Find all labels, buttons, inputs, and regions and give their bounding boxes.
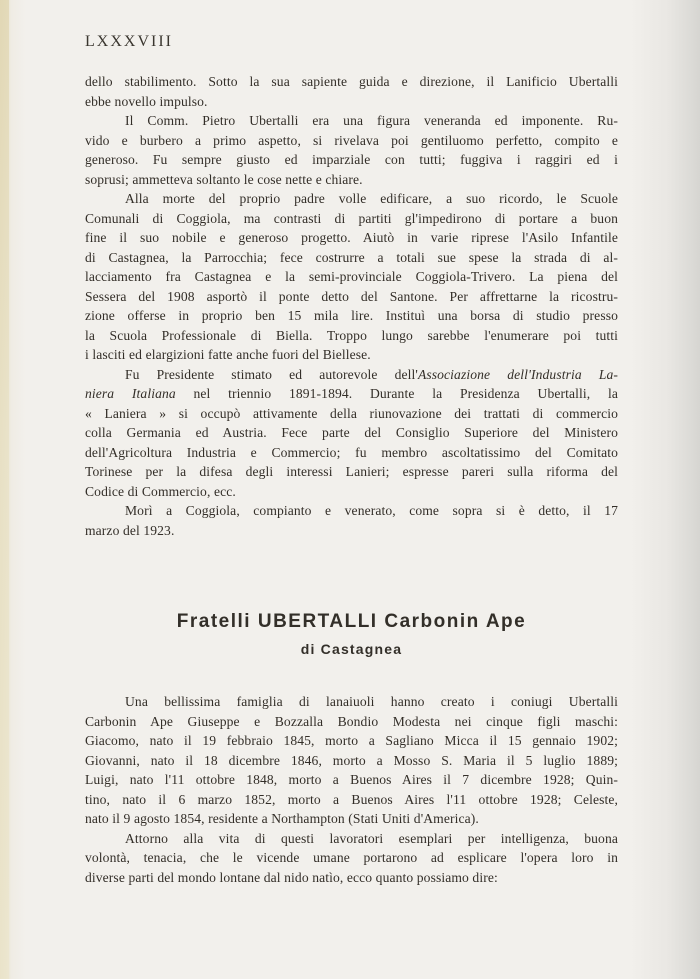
text-line <box>85 829 618 849</box>
text-segment: Una bellissima famiglia di lanaiuoli hanno creato i coniugi Ubertalli <box>125 694 618 709</box>
scan-edge-left <box>0 0 9 979</box>
text-line <box>85 345 618 365</box>
text-line <box>85 809 618 829</box>
text-line <box>85 423 618 443</box>
text-line <box>85 521 618 541</box>
text-line <box>85 868 618 888</box>
text-segment: nel triennio 1891-1894. Durante la Presidenza Ubertalli, la <box>175 386 619 401</box>
text-segment: « Laniera » si occupò attivamente della riunovazione dei trattati di commercio <box>85 405 618 421</box>
text-segment: marzo del 1923. <box>85 522 175 538</box>
text-segment: Torinese per la difesa degli interessi Lanieri; espresse pareri sulla riforma del <box>85 464 618 479</box>
text-segment: Il Comm. Pietro Ubertalli era una figura veneranda ed imponente. Ru- <box>125 113 618 128</box>
text-line <box>85 326 618 346</box>
text-line <box>85 228 618 248</box>
text-line <box>85 404 618 424</box>
text-segment: nato il 9 agosto 1854, residente a Northampton (Stati Uniti d'America). <box>85 811 479 826</box>
text-line <box>85 443 618 463</box>
paragraph <box>85 365 618 502</box>
paragraph <box>85 501 618 540</box>
page-number: LXXXVIII <box>85 33 173 50</box>
text-segment: volontà, tenacia, che le vicende umane portarono ad esplicare l'opera loro in <box>85 850 618 865</box>
text-segment: Sessera del 1908 asportò il ponte detto del Santone. Per affrettarne la ricostru- <box>85 288 618 304</box>
text-line <box>85 501 618 521</box>
text-line <box>85 365 618 385</box>
text-segment: Giacomo, nato il 19 febbraio 1845, morto a Sagliano Micca il 15 gennaio 1902; <box>85 733 618 748</box>
text-segment: Comunali di Coggiola, ma contrasti di partiti gl'impedirono di portare a buon <box>85 210 618 226</box>
text-segment: tino, nato il 6 marzo 1852, morto a Buenos Aires l'11 ottobre 1928; Celeste, <box>85 791 618 807</box>
text-line <box>85 189 618 209</box>
text-line <box>85 384 618 404</box>
text-line <box>85 72 618 92</box>
text-segment: dello stabilimento. Sotto la sua sapiente guida e direzione, il Lanificio Ubertalli <box>85 74 618 89</box>
paragraph <box>85 692 618 829</box>
text-segment: colla Germania ed Austria. Fece parte del Consiglio Superiore del Ministero <box>85 425 618 440</box>
italic-text-segment: niera Italiana <box>85 386 176 401</box>
text-segment: Fu Presidente stimato ed autorevole dell' <box>125 366 418 382</box>
text-line <box>85 462 618 482</box>
text-line <box>85 170 618 190</box>
paragraph <box>85 111 618 189</box>
text-segment: fine il suo nobile e generoso progetto. Aiutò in varie riprese l'Asilo Infantile <box>85 230 618 245</box>
text-line <box>85 482 618 502</box>
text-segment: zione offerse in proprio ben 15 mila lire. Instituì una borsa di studio presso <box>85 308 618 323</box>
text-segment: vido e burbero a primo aspetto, si rivelava poi gentiluomo perfetto, compito e <box>85 132 618 148</box>
text-segment: Attorno alla vita di questi lavoratori esemplari per intelligenza, buona <box>125 830 618 846</box>
section-subtitle: di Castagnea <box>300 641 403 657</box>
paragraph <box>85 189 618 365</box>
text-segment: i lasciti ed elargizioni fatte anche fuori del Biellese. <box>85 347 371 362</box>
text-segment: Morì a Coggiola, compianto e venerato, come sopra si è detto, il 17 <box>125 503 618 518</box>
text-segment: diverse parti del mondo lontane dal nido natìo, ecco quanto possiamo dire: <box>85 869 498 885</box>
text-line <box>85 287 618 307</box>
text-segment: Carbonin Ape Giuseppe e Bozzalla Bondio Modesta nei cinque figli maschi: <box>85 713 618 729</box>
text-segment: lacciamento fra Castagnea e la semi-provinciale Coggiola-Trivero. La piena del <box>85 269 618 284</box>
text-segment: soprusi; ammetteva soltanto le cose nette e chiare. <box>85 171 363 187</box>
text-line <box>85 267 618 287</box>
text-line <box>85 731 618 751</box>
text-line <box>85 150 618 170</box>
paragraph <box>85 829 618 888</box>
text-line <box>85 248 618 268</box>
text-line <box>85 770 618 790</box>
text-segment: Alla morte del proprio padre volle edificare, a suo ricordo, le Scuole <box>125 191 618 206</box>
text-segment: di Castagnea, la Parrocchia; fece costrurre a totali sue spese la strada di al- <box>85 249 618 265</box>
italic-text-segment: Associazione dell'Industria La- <box>417 366 619 382</box>
text-line <box>85 848 618 868</box>
section-title: Fratelli UBERTALLI Carbonin Ape <box>176 611 527 632</box>
text-line <box>85 131 618 151</box>
text-segment: la Scuola Professionale di Biella. Troppo lungo sarebbe l'enumerare poi tutti <box>85 327 618 343</box>
text-segment: Giovanni, nato il 18 dicembre 1846, morto a Mosso S. Maria il 5 luglio 1889; <box>85 752 618 768</box>
body-text-block-lower <box>85 692 618 887</box>
text-segment: dell'Agricoltura Industria e Commercio; fu membro ascoltatissimo del Comitato <box>85 444 618 460</box>
text-segment: ebbe novello impulso. <box>85 93 208 109</box>
text-line <box>85 92 618 112</box>
text-segment: generoso. Fu sempre giusto ed imparziale con tutti; fuggiva i raggiri ed i <box>85 152 618 167</box>
paragraph <box>85 72 618 111</box>
text-line <box>85 712 618 732</box>
text-line <box>85 209 618 229</box>
text-segment: Codice di Commercio, ecc. <box>85 483 236 499</box>
text-line <box>85 751 618 771</box>
text-line <box>85 790 618 810</box>
text-segment: Luigi, nato l'11 ottobre 1848, morto a Buenos Aires il 7 dicembre 1928; Quin- <box>85 772 618 787</box>
text-line <box>85 692 618 712</box>
text-line <box>85 111 618 131</box>
body-text-block-upper <box>85 72 618 540</box>
text-line <box>85 306 618 326</box>
